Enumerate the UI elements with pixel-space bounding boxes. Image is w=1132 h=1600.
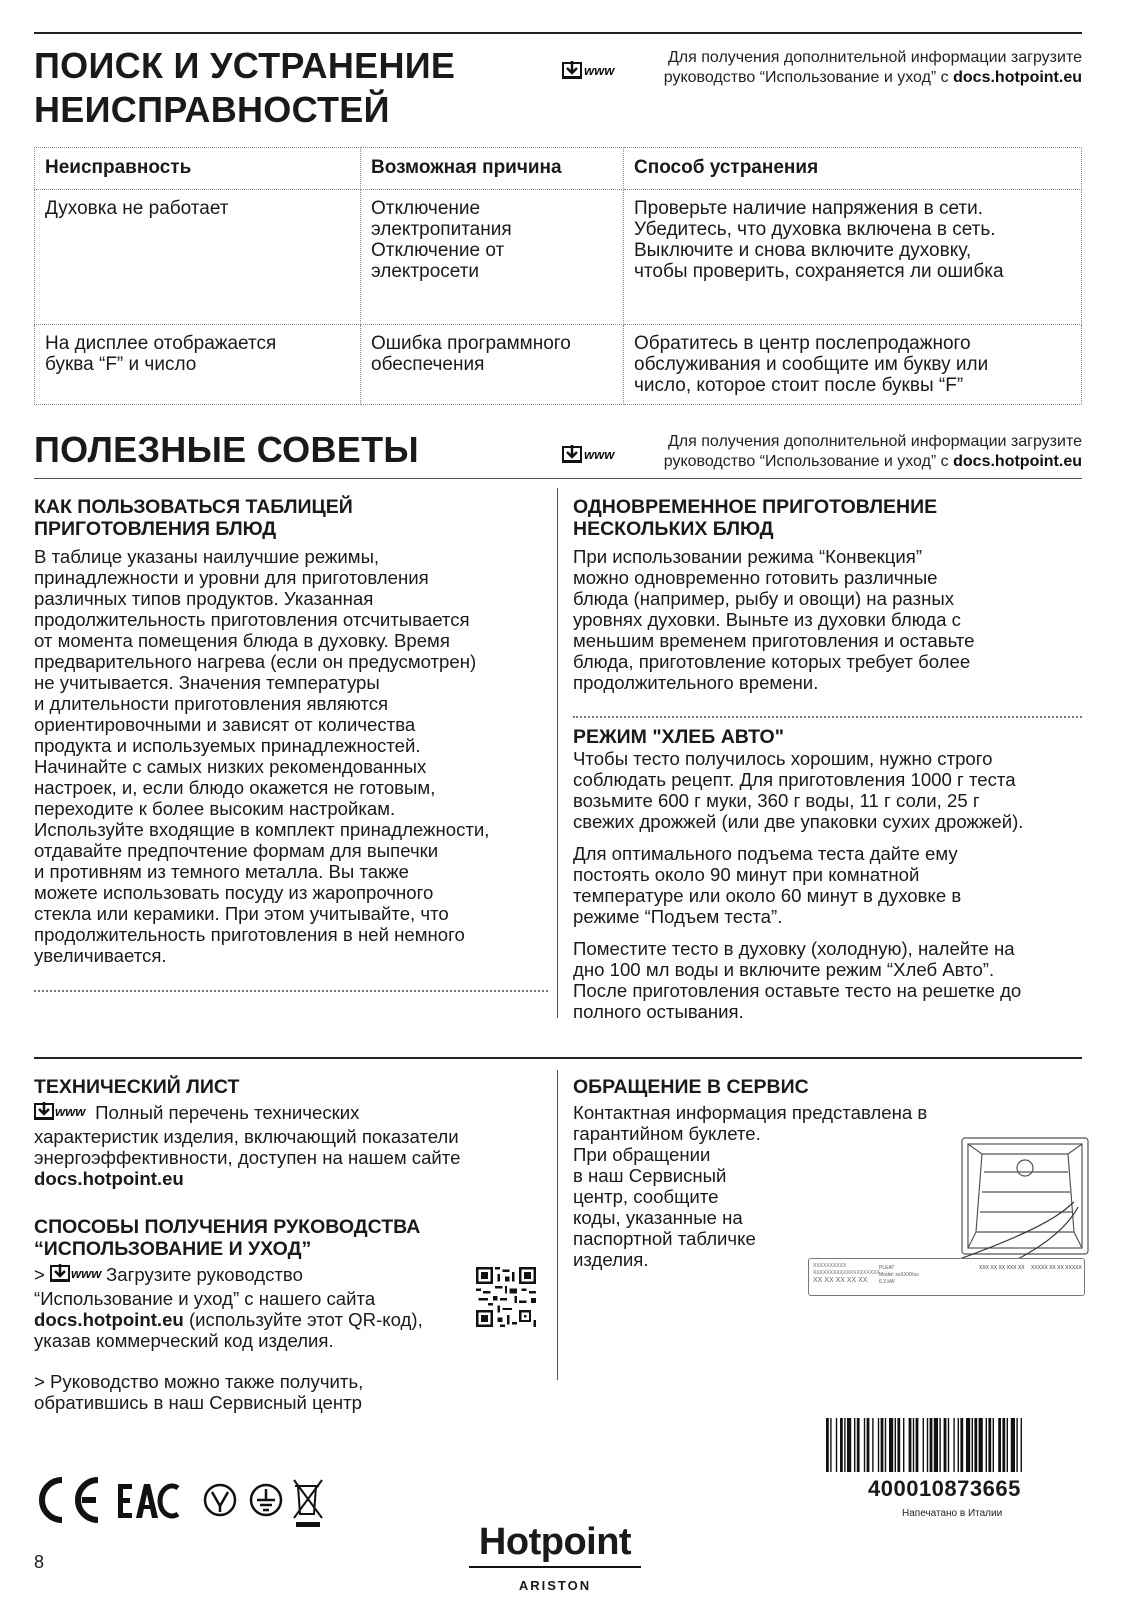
plate-code: XXX XX XX XXX XX — [979, 1265, 1025, 1271]
barcode-bar — [881, 1418, 884, 1472]
cell-line: буква “F” и число — [45, 354, 197, 375]
text-line: предварительного нагрева (если он предусмотрен) — [34, 651, 477, 672]
text-line: Чтобы тесто получилось хорошим, нужно строго — [573, 748, 993, 769]
barcode-bar — [903, 1418, 904, 1472]
plate-code: PLEAT — [879, 1265, 895, 1271]
text-line: принадлежности и уровни для приготовления — [34, 567, 429, 588]
brand-name: Hotpoint — [478, 1521, 632, 1563]
text-line: продолжительность приготовления отсчитывается — [34, 609, 470, 630]
barcode-bar — [960, 1418, 963, 1472]
barcode-bar — [974, 1418, 977, 1472]
bread-auto-heading: РЕЖИМ "ХЛЕБ АВТО" — [573, 726, 784, 748]
note-text: руководство “Использование и уход” с — [663, 453, 954, 470]
header-problem: Неисправность — [35, 148, 361, 190]
barcode-bar — [972, 1418, 973, 1472]
table-row — [35, 325, 1082, 405]
cell-cause — [361, 325, 624, 405]
barcode-bar — [927, 1418, 928, 1472]
manual-heading — [34, 1216, 554, 1260]
brand-underline — [469, 1566, 641, 1568]
text-line: переходите к более высоким настройкам. — [34, 798, 396, 819]
cell-line: электросети — [371, 261, 480, 282]
barcode-bar — [944, 1418, 947, 1472]
multi-cooking-section — [573, 496, 1083, 693]
tech-sheet-heading: ТЕХНИЧЕСКИЙ ЛИСТ — [34, 1076, 240, 1098]
table-row — [35, 190, 1082, 325]
text-line: указав коммерческий код изделия. — [34, 1330, 334, 1352]
plate-code: XXXXXXXXXXXXXXXXXXXX — [813, 1270, 880, 1276]
note-line — [562, 68, 1082, 88]
barcode-bar — [966, 1418, 970, 1472]
text-line: возьмите 600 г муки, 360 г воды, 11 г соли, 25 г — [573, 790, 980, 811]
tips-title: ПОЛЕЗНЫЕ СОВЕТЫ — [34, 429, 419, 470]
section-rule — [34, 1057, 1082, 1059]
text-line: можно одновременно готовить различные — [573, 567, 938, 588]
barcode-bar — [909, 1418, 912, 1472]
cell-problem — [35, 325, 361, 405]
rating-plate — [808, 1258, 1085, 1296]
text-line: Поместите тесто в духовку (холодную), налейте на — [573, 938, 1015, 959]
svg-text:www: www — [584, 63, 615, 78]
barcode-bar — [930, 1418, 933, 1472]
tech-sheet-text — [34, 1102, 549, 1189]
text-line: При обращении — [573, 1144, 711, 1165]
multi-cooking-text — [573, 546, 1083, 693]
text-span: Полный перечень технических — [90, 1102, 360, 1123]
text-line: В таблице указаны наилучшие режимы, — [34, 546, 380, 567]
barcode-bar — [916, 1418, 919, 1472]
cell-line: чтобы проверить, сохраняется ли ошибка — [634, 261, 1004, 282]
download-www-icon — [34, 1102, 90, 1126]
heading-line: ПРИГОТОВЛЕНИЯ БЛЮД — [34, 518, 277, 540]
text-line: от момента помещения блюда в духовку. Время — [34, 630, 450, 651]
text-line: в наш Сервисный — [573, 1165, 727, 1186]
title-line: НЕИСПРАВНОСТЕЙ — [34, 89, 390, 130]
cell-solution — [624, 190, 1082, 325]
troubleshooting-title — [34, 44, 455, 132]
heading-line: ОДНОВРЕМЕННОЕ ПРИГОТОВЛЕНИЕ — [573, 496, 938, 518]
bread-auto-p3 — [573, 938, 1083, 1022]
cell-line: электропитания — [371, 219, 512, 240]
text-line: Начинайте с самых низких рекомендованных — [34, 756, 427, 777]
text-line: Контактная информация представлена в — [573, 1102, 928, 1123]
cell-line: Отключение — [371, 198, 481, 219]
barcode-bar — [988, 1418, 991, 1472]
text-line: После приготовления оставьте тесто на решетке до — [573, 980, 1022, 1001]
text-line: отдавайте предпочтение формам для выпечки — [34, 840, 439, 861]
text-span: Загрузите руководство — [106, 1264, 303, 1285]
ground-mark-icon — [251, 1485, 281, 1515]
top-rule — [34, 32, 1082, 34]
svg-text:www: www — [55, 1104, 86, 1120]
barcode-bar — [857, 1418, 860, 1472]
service-heading: ОБРАЩЕНИЕ В СЕРВИС — [573, 1076, 809, 1098]
text-line: паспортной табличке — [573, 1228, 756, 1249]
download-www-icon — [50, 1264, 106, 1288]
barcode-bar — [844, 1418, 845, 1472]
barcode-bar — [913, 1418, 914, 1472]
title-line: ПОИСК И УСТРАНЕНИЕ — [34, 45, 456, 86]
text-line: характеристик изделия, включающий показатели — [34, 1126, 459, 1148]
text-line: можете использовать посуду из жаропрочного — [34, 882, 434, 903]
barcode-bar — [885, 1418, 886, 1472]
text-line: стекла или керамики. При этом учитывайте, что — [34, 903, 449, 924]
barcode-bar — [923, 1418, 924, 1472]
note-line: Для получения дополнительной информации загрузите — [667, 433, 1082, 450]
note-line — [562, 452, 1082, 472]
cell-cause — [361, 190, 624, 325]
text-line: настроек, и, если блюдо окажется не готовым, — [34, 777, 436, 798]
plate-code: XXXXX XX XX XXXXX — [1031, 1265, 1082, 1271]
barcode-bar — [847, 1418, 851, 1472]
text-span: > — [34, 1264, 51, 1285]
heading-line: НЕСКОЛЬКИХ БЛЮД — [573, 518, 774, 540]
bread-auto-p1 — [573, 748, 1083, 832]
barcode-bar — [836, 1418, 837, 1472]
svg-text:www: www — [71, 1266, 102, 1282]
text-line: дно 100 мл воды и включите режим “Хлеб Авто”. — [573, 959, 995, 980]
cell-line: Духовка не работает — [45, 198, 229, 219]
text-line: различных типов продуктов. Указанная — [34, 588, 374, 609]
eac-mark-icon — [118, 1484, 178, 1518]
text-line: соблюдать рецепт. Для приготовления 1000 г теста — [573, 769, 1016, 790]
barcode-number: 400010873665 — [868, 1476, 1021, 1501]
ce-mark-icon — [42, 1480, 98, 1520]
note-line: Для получения дополнительной информации загрузите — [667, 49, 1082, 66]
plate-serial — [1031, 1265, 1082, 1272]
text-line: При использовании режима “Конвекция” — [573, 546, 923, 567]
text-line: > Руководство можно также получить, — [34, 1371, 364, 1393]
plate-code: 6.3 kW — [879, 1279, 895, 1285]
download-note — [562, 48, 1082, 88]
weee-bin-icon — [294, 1480, 322, 1527]
download-note — [562, 432, 1082, 472]
text-line: Используйте входящие в комплект принадлежности, — [34, 819, 490, 840]
cell-line: Проверьте наличие напряжения в сети. — [634, 198, 984, 219]
text-span: (используйте этот QR-код), — [183, 1309, 423, 1331]
heading-line: “ИСПОЛЬЗОВАНИЕ И УХОД” — [34, 1238, 312, 1260]
text-line: уровнях духовки. Выньте из духовки блюда с — [573, 609, 961, 630]
barcode-bar — [1016, 1418, 1017, 1472]
text-line: и длительности приготовления являются — [34, 693, 389, 714]
cell-line: число, которое стоит после буквы “F” — [634, 375, 964, 396]
certification-marks — [32, 1472, 342, 1535]
text-line: блюда, приготовление которых требует более — [573, 651, 971, 672]
barcode-bar — [897, 1418, 900, 1472]
cell-solution — [624, 325, 1082, 405]
text-line: обратившись в наш Сервисный центр — [34, 1392, 362, 1414]
barcode-bar — [826, 1418, 829, 1472]
barcode-bar — [872, 1418, 873, 1472]
text-line: Для оптимального подъема теста дайте ему — [573, 843, 958, 864]
download-www-icon — [562, 444, 620, 472]
printed-in: Напечатано в Италии — [902, 1508, 1003, 1519]
barcode-bar — [1011, 1418, 1015, 1472]
tech-sheet-section — [34, 1076, 549, 1189]
plate-code: Model: xxXXXXxx — [879, 1272, 919, 1278]
barcode-bar — [979, 1418, 983, 1472]
dotted-divider — [573, 716, 1082, 718]
tech-sheet-link[interactable]: docs.hotpoint.eu — [34, 1168, 184, 1190]
cell-line: Отключение от — [371, 240, 505, 261]
plate-model — [879, 1265, 919, 1286]
text-line: продолжительность приготовления в ней немного — [34, 924, 465, 945]
manual-p2 — [34, 1371, 554, 1413]
page-number: 8 — [34, 1552, 45, 1572]
plate-code: XXXXXXXXXX — [813, 1263, 847, 1269]
barcode-bar — [864, 1418, 865, 1472]
cell-line: Выключите и снова включите духовку, — [634, 240, 972, 261]
how-to-use-heading — [34, 496, 544, 540]
text-line: ориентировочными и зависят от количества — [34, 714, 416, 735]
text-line: продукта и используемых принадлежностей. — [34, 735, 421, 756]
barcode-bar — [1021, 1418, 1022, 1472]
cell-line: Обратитесь в центр послепродажного — [634, 333, 971, 354]
how-to-use-section — [34, 496, 544, 966]
safety-mark-icon — [205, 1485, 235, 1515]
cell-line: Убедитесь, что духовка включена в сеть. — [634, 219, 996, 240]
docs-link[interactable]: docs.hotpoint.eu — [953, 69, 1082, 86]
column-divider — [557, 488, 558, 1018]
text-line — [34, 1102, 549, 1126]
barcode-bar — [1007, 1418, 1008, 1472]
plate-code: XX XX XX XX XX — [813, 1277, 868, 1284]
troubleshooting-table — [34, 147, 1082, 405]
text-line: температуре или около 60 минут в духовке в — [573, 885, 962, 906]
barcode-bar — [953, 1418, 954, 1472]
cell-line: обеспечения — [371, 354, 485, 375]
text-line: блюда (например, рыбу и овощи) на разных — [573, 588, 955, 609]
column-divider — [557, 1070, 558, 1380]
text-line: полного остывания. — [573, 1001, 744, 1022]
qr-code[interactable] — [476, 1267, 536, 1332]
text-line: продолжительного времени. — [573, 672, 819, 693]
dotted-divider — [34, 990, 548, 992]
multi-cooking-heading — [573, 496, 1083, 540]
hotpoint-ariston-logo — [465, 1522, 645, 1593]
header-cause: Возможная причина — [361, 148, 624, 190]
docs-link[interactable]: docs.hotpoint.eu — [953, 453, 1082, 470]
barcode-bar — [948, 1418, 949, 1472]
text-line: энергоэффективности, доступен на нашем сайте — [34, 1147, 461, 1169]
header-solution: Способ устранения — [624, 148, 1082, 190]
plate-codes — [813, 1263, 880, 1284]
heading-line: КАК ПОЛЬЗОВАТЬСЯ ТАБЛИЦЕЙ — [34, 496, 353, 518]
plate-serial — [979, 1265, 1025, 1272]
cell-line: обслуживания и сообщите им букву или — [634, 354, 989, 375]
bread-auto-section — [573, 726, 1083, 1022]
manual-link[interactable]: docs.hotpoint.eu — [34, 1309, 184, 1331]
text-line: постоять около 90 минут при комнатной — [573, 864, 920, 885]
cell-problem — [35, 190, 361, 325]
text-line: коды, указанные на — [573, 1207, 743, 1228]
heading-line: СПОСОБЫ ПОЛУЧЕНИЯ РУКОВОДСТВА — [34, 1216, 421, 1238]
barcode-bars — [826, 1418, 1084, 1472]
barcode-bar — [958, 1418, 959, 1472]
barcode-bar — [895, 1418, 896, 1472]
barcode-bar — [934, 1418, 938, 1472]
barcode-bar — [1002, 1418, 1005, 1472]
barcode-bar — [840, 1418, 843, 1472]
text-line: свежих дрожжей (или две упаковки сухих дрожжей). — [573, 811, 1024, 832]
text-line: центр, сообщите — [573, 1186, 719, 1207]
download-www-icon — [562, 60, 620, 88]
barcode-bar — [830, 1418, 831, 1472]
barcode-bar — [889, 1418, 893, 1472]
barcode-bar — [854, 1418, 855, 1472]
svg-text:www: www — [584, 447, 615, 462]
cell-line: Ошибка программного — [371, 333, 571, 354]
bread-auto-p2 — [573, 843, 1083, 927]
barcode-bar — [939, 1418, 940, 1472]
how-to-use-text — [34, 546, 544, 966]
barcode-bar — [867, 1418, 870, 1472]
table-header-row — [35, 148, 1082, 190]
barcode-bar — [986, 1418, 987, 1472]
brand-sub: ARISTON — [518, 1578, 592, 1593]
text-line: увеличивается. — [34, 945, 167, 966]
note-text: руководство “Использование и уход” с — [663, 69, 954, 86]
barcode-bar — [878, 1418, 879, 1472]
barcode — [826, 1418, 1084, 1472]
barcode-bar — [998, 1418, 1001, 1472]
text-line: не учитывается. Значения температуры — [34, 672, 380, 693]
text-line: гарантийном буклете. — [573, 1123, 761, 1144]
text-line: режиме “Подъем теста”. — [573, 906, 783, 927]
divider — [34, 478, 1082, 479]
text-line: “Использование и уход” с нашего сайта — [34, 1288, 376, 1310]
text-line: изделия. — [573, 1249, 649, 1270]
barcode-bar — [993, 1418, 994, 1472]
text-line: меньшим временем приготовления и оставьте — [573, 630, 975, 651]
cell-line: На дисплее отображается — [45, 333, 277, 354]
text-line: и противням из темного металла. Вы также — [34, 861, 409, 882]
